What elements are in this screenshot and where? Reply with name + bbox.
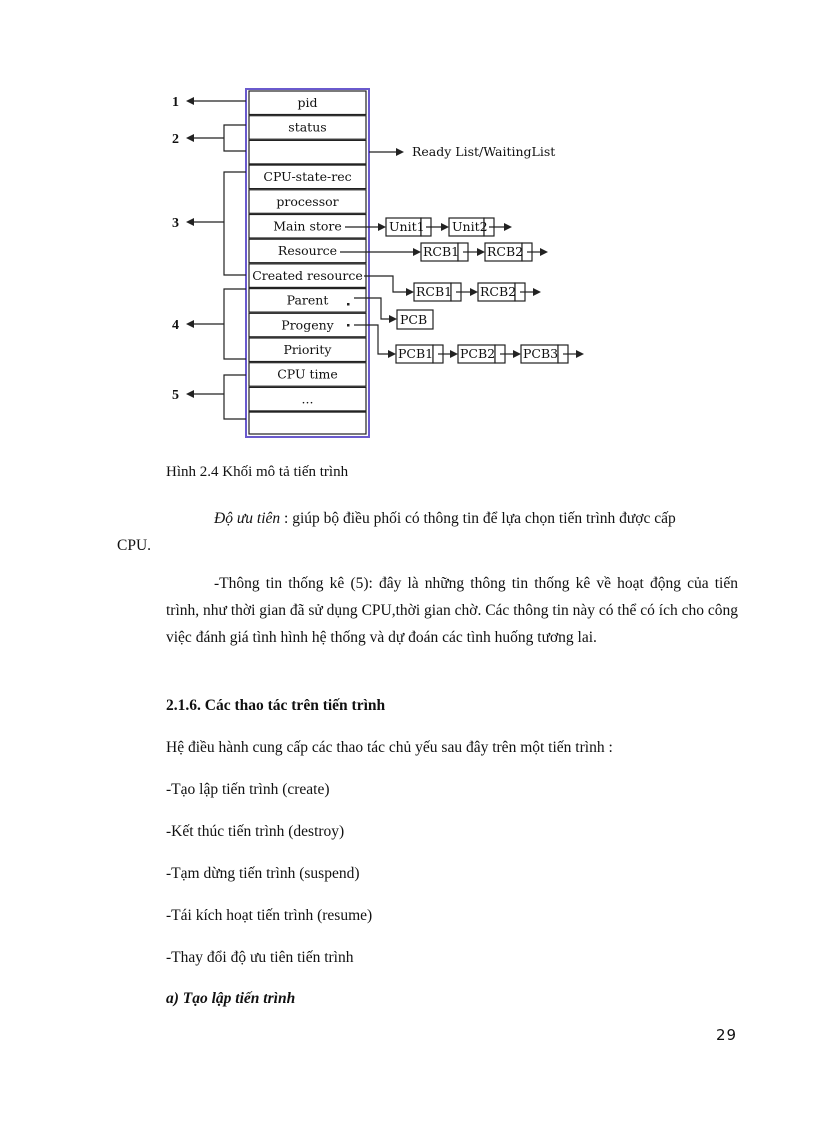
operation-item: -Tái kích hoạt tiến trình (resume) <box>166 907 373 924</box>
group-number: 2 <box>172 132 179 147</box>
pcb-field-box <box>249 140 366 164</box>
pcb-field-label: CPU time <box>277 366 338 382</box>
stats-text: -Thông tin thống kê (5): đây là những thông tin thống kê về hoạt động của tiến trình, như thời gian đã sử dụng CPU,thời gian chờ. Các thông tin này có thể có ích cho công việc đánh giá tình hình hệ thống và dự đoán các tình huống tương lai. <box>166 575 738 646</box>
pcb-field-label: Created resource <box>252 267 363 283</box>
priority-term: Độ ưu tiên <box>214 510 281 527</box>
main-store-chain <box>345 218 512 236</box>
priority-text: : giúp bộ điều phối có thông tin để lựa chọn tiến trình được cấp <box>280 510 676 527</box>
rcb-label: RCB1 <box>416 284 453 299</box>
pcb-field-box <box>249 412 366 434</box>
ready-list-label: Ready List/WaitingList <box>412 144 556 159</box>
group-number: 4 <box>172 318 179 333</box>
pcb-label: PCB <box>400 312 428 327</box>
operation-item: -Thay đổi độ ưu tiên tiến trình <box>166 949 354 966</box>
operation-item: -Kết thúc tiến trình (destroy) <box>166 823 345 840</box>
unit-label: Unit2 <box>452 219 488 234</box>
created-resource-chain <box>364 276 541 301</box>
pcb-label: PCB2 <box>460 346 496 361</box>
group-3-marker <box>172 172 246 275</box>
pcb-diagram <box>0 0 816 460</box>
group-4-marker <box>172 289 246 359</box>
pcb-field-label: processor <box>276 193 339 209</box>
priority-continuation: CPU. <box>117 537 152 554</box>
pcb-rows <box>249 91 366 434</box>
pcb-field-label: Priority <box>283 342 332 357</box>
operations-intro: Hệ điều hành cung cấp các thao tác chủ yếu sau đây trên một tiến trình : <box>166 739 613 756</box>
priority-paragraph <box>166 505 738 532</box>
pcb-label: PCB1 <box>398 346 434 361</box>
resource-chain <box>340 243 548 261</box>
group-5-marker <box>172 375 246 419</box>
group-2-marker <box>172 125 246 151</box>
group-number: 3 <box>172 216 179 231</box>
group-number: 1 <box>172 95 179 110</box>
rcb-label: RCB1 <box>423 244 460 259</box>
stats-paragraph <box>166 570 738 651</box>
pcb-field-label: pid <box>297 95 318 110</box>
pcb-field-label: Progeny <box>281 317 334 333</box>
unit-label: Unit1 <box>389 219 425 234</box>
operation-item: -Tạo lập tiến trình (create) <box>166 781 330 798</box>
ready-list-pointer <box>369 144 555 159</box>
pcb-label: PCB3 <box>523 346 559 361</box>
figure-caption: Hình 2.4 Khối mô tả tiến trình <box>166 464 349 480</box>
progeny-chain <box>347 324 584 363</box>
section-heading: 2.1.6. Các thao tác trên tiến trình <box>166 697 386 714</box>
operation-item: -Tạm dừng tiến trình (suspend) <box>166 865 360 882</box>
pcb-field-label: Resource <box>277 243 338 259</box>
pcb-field-label: Parent <box>286 292 329 308</box>
pcb-field-label: status <box>288 119 327 135</box>
rcb-label: RCB2 <box>487 244 524 259</box>
pcb-field-label: ... <box>301 391 314 407</box>
group-number: 5 <box>172 388 179 403</box>
page-number: 29 <box>716 1026 738 1044</box>
subsection-heading: a) Tạo lập tiến trình <box>166 990 296 1007</box>
rcb-label: RCB2 <box>480 284 517 299</box>
group-1-marker <box>172 95 246 110</box>
pcb-field-label: CPU-state-rec <box>263 169 352 185</box>
pcb-field-label: Main store <box>273 218 342 234</box>
